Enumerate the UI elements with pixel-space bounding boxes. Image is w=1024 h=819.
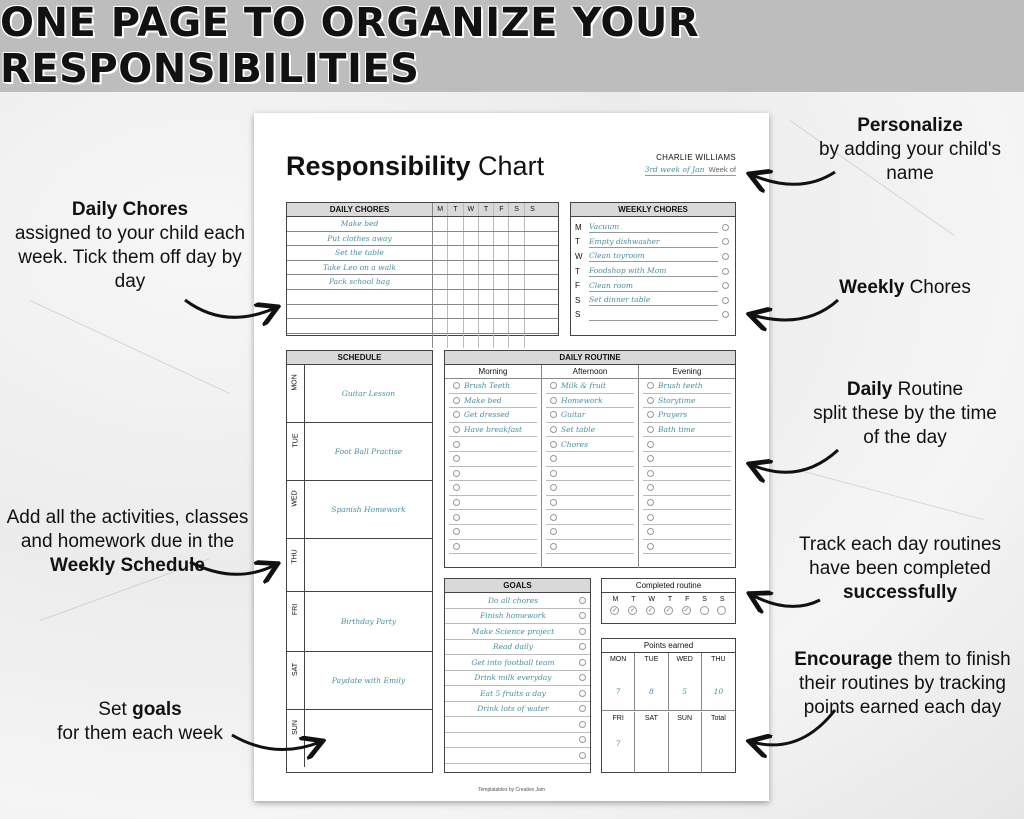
anno-text: by adding your child's name — [818, 139, 1002, 184]
schedule-activity-text: Guitar Lesson — [341, 389, 396, 398]
schedule-activity-text: Foot Ball Practise — [334, 447, 403, 456]
day-header: S — [509, 203, 524, 216]
weekly-day: T — [575, 266, 580, 276]
anno-bold: Weekly Schedule — [50, 555, 205, 576]
routine-item-text: Storytime — [658, 395, 696, 405]
weekly-task: Empty dishwasher — [589, 236, 718, 248]
chore-task: Pack school bag — [287, 275, 433, 289]
routine-item-text: Bath time — [658, 425, 696, 435]
points-value: 7 — [615, 738, 621, 748]
anno-text: Add all the activities, classes and homework due in the — [6, 507, 249, 552]
completed-routine-heading: Completed routine — [602, 579, 735, 593]
points-value: 8 — [648, 687, 654, 696]
completed-day: F — [685, 596, 690, 603]
weekly-day: F — [575, 281, 580, 291]
day-header: F — [494, 203, 509, 216]
weekly-day: T — [575, 237, 580, 247]
week-label: Week of — [708, 165, 736, 174]
checkmark-icon[interactable]: ✓ — [629, 607, 636, 614]
schedule-activity-text: Spanish Homework — [331, 505, 406, 514]
schedule-day-label: TUE — [292, 433, 299, 448]
routine-item-text: Prayers — [658, 410, 688, 420]
day-header: T — [479, 203, 494, 216]
routine-item-text: Get dressed — [464, 410, 510, 420]
completed-day: W — [648, 596, 655, 603]
schedule-day-label: SAT — [291, 662, 299, 677]
anno-text: Routine — [897, 379, 964, 400]
day-header: W — [464, 203, 479, 216]
routine-column-header: Afternoon — [542, 365, 638, 379]
anno-bold: Encourage — [794, 649, 893, 670]
schedule-day-label: MON — [292, 374, 299, 391]
goal-text: Drink milk everyday — [474, 673, 552, 683]
points-day-label: SUN — [677, 714, 693, 722]
weekly-day: W — [575, 251, 583, 261]
schedule-day-label: THU — [291, 549, 299, 564]
footer-credit: Templatables by Creative Jam — [478, 787, 545, 793]
child-name: CHARLIE WILLIAMS — [656, 153, 736, 162]
points-day-label: TUE — [644, 656, 659, 663]
points-value: 7 — [615, 687, 621, 696]
completed-day: T — [631, 596, 636, 603]
goal-text: Drink lots of water — [477, 704, 549, 714]
day-header: S — [530, 206, 535, 213]
routine-item-text: Brush Teeth — [464, 381, 511, 391]
points-day-label: THU — [711, 656, 726, 663]
chore-task: Take Leo on a walk — [287, 261, 433, 275]
weekly-day: M — [575, 222, 582, 232]
anno-text: Chores — [909, 277, 971, 298]
points-day-label: SAT — [644, 714, 658, 722]
weekly-task: Foodshop with Mom — [589, 265, 718, 277]
points-day-label: Total — [710, 714, 726, 722]
banner-title: ONE PAGE TO ORGANIZE YOUR RESPONSIBILITIES — [0, 0, 700, 92]
chart-title-bold: Responsibility — [286, 151, 471, 181]
goal-text: Make Science project — [471, 626, 555, 636]
goal-text: Do all chores — [488, 595, 538, 605]
checkmark-icon[interactable]: ✓ — [665, 607, 672, 614]
arrow-weekly-chores — [752, 300, 838, 320]
anno-bold: Personalize — [857, 115, 963, 136]
routine-item-text: Make bed — [464, 395, 502, 405]
arrow-track — [752, 595, 820, 606]
routine-item-text: Chores — [561, 439, 588, 449]
routine-item-text: Guitar — [561, 410, 586, 420]
anno-text: Set — [98, 699, 127, 720]
chore-task: Make bed — [287, 217, 433, 231]
weekly-day: S — [575, 295, 581, 305]
checkmark-icon[interactable]: ✓ — [647, 607, 654, 614]
routine-column-header: Evening — [639, 365, 735, 379]
arrow-daily-chores — [185, 300, 275, 317]
chore-task: Put clothes away — [287, 232, 433, 246]
points-day-label: WED — [676, 656, 693, 663]
completed-day: T — [667, 596, 673, 603]
weekly-task: Clean toyroom — [589, 250, 718, 262]
arrow-encourage — [752, 710, 835, 745]
points-value: 5 — [682, 687, 688, 696]
weekly-task: Clean room — [589, 280, 718, 292]
routine-column-header: Morning — [445, 365, 541, 379]
checkmark-icon[interactable]: ✓ — [611, 607, 618, 614]
day-header: M — [433, 203, 448, 216]
checkmark-icon[interactable]: ✓ — [683, 607, 690, 614]
arrow-daily-routine — [752, 450, 838, 472]
anno-text: Track each day routines have been completed — [798, 534, 1002, 579]
weekly-day: S — [575, 310, 581, 320]
daily-chores-heading: DAILY CHORES — [287, 203, 433, 216]
completed-day: S — [719, 596, 725, 603]
routine-item-text: Brush teeth — [658, 381, 703, 391]
anno-bold: Daily Chores — [71, 199, 189, 220]
goal-text: Get into football team — [471, 657, 555, 667]
anno-bold: successfully — [842, 582, 958, 603]
completed-day: S — [702, 596, 707, 603]
schedule-day-label: WED — [292, 490, 299, 507]
goals-heading: GOALS — [445, 579, 590, 593]
routine-item-text: Have breakfast — [464, 425, 523, 435]
week-value: 3rd week of Jan — [644, 165, 705, 174]
arrow-goals — [232, 735, 320, 750]
routine-item-text: Homework — [561, 395, 603, 405]
routine-item-text: Set table — [561, 425, 596, 435]
points-day-label: MON — [609, 656, 627, 663]
schedule-day-label: FRI — [292, 603, 299, 616]
goal-text: Finish homework — [480, 611, 546, 621]
routine-item-text: Milk & fruit — [561, 381, 607, 391]
weekly-chores-heading: WEEKLY CHORES — [571, 203, 735, 217]
anno-bold: Daily — [846, 379, 893, 400]
goal-text: Eat 5 fruits a day — [480, 688, 546, 698]
chore-task: Set the table — [287, 246, 433, 260]
points-day-label: FRI — [612, 714, 624, 722]
anno-text: split these by the time of the day — [813, 403, 997, 448]
anno-text: them to finish their routines by tracking points earned each day — [799, 649, 1011, 718]
day-header: T — [448, 203, 463, 216]
weekly-task: Set dinner table — [589, 294, 718, 306]
schedule-heading: SCHEDULE — [287, 351, 432, 365]
daily-routine-heading: DAILY ROUTINE — [445, 351, 735, 365]
completed-day: M — [612, 596, 619, 603]
schedule-day-label: SUN — [292, 720, 299, 735]
anno-bold: Weekly — [839, 277, 905, 298]
arrow-schedule — [190, 562, 275, 574]
weekly-task: Vacuum — [589, 221, 718, 233]
anno-bold: goals — [132, 699, 182, 720]
points-heading: Points earned — [602, 639, 735, 653]
schedule-activity-text: Birthday Party — [340, 617, 397, 626]
schedule-activity-text: Paydate with Emily — [331, 676, 406, 685]
chart-title-rest: Chart — [478, 151, 545, 181]
goal-text: Read daily — [492, 642, 534, 652]
arrow-personalize — [752, 172, 835, 184]
anno-text: assigned to your child each week. Tick them off day by day — [14, 223, 246, 292]
points-value: 10 — [713, 687, 724, 696]
anno-text: for them each week — [57, 723, 223, 744]
